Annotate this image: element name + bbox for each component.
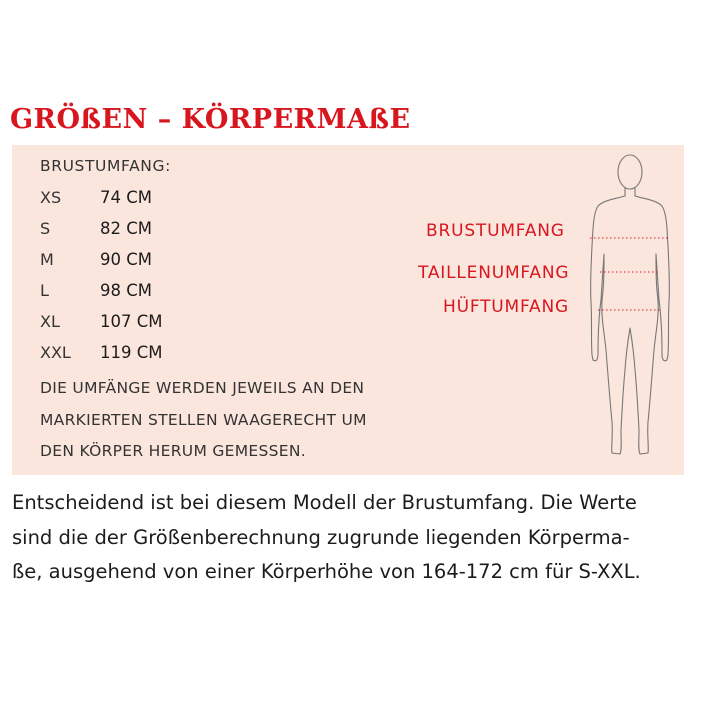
description-line: Entscheidend ist bei diesem Modell der Brustumfang. Die Werte [12,491,637,514]
size-row-xs [40,188,240,212]
size-row-s [40,219,240,243]
size-value: 90 CM [100,250,152,269]
size-label: L [40,281,49,300]
size-label: S [40,219,51,238]
size-value: 119 CM [100,343,163,362]
body-silhouette-figure [582,150,678,460]
size-label: XL [40,312,60,331]
description-text [12,486,702,590]
description-line: ße, ausgehend von einer Körperhöhe von 164-172 cm für S-XXL. [12,560,641,583]
size-value: 98 CM [100,281,152,300]
note-line: DEN KÖRPER HERUM GEMESSEN. [40,442,307,460]
page-title: GRÖßEN – KÖRPERMAßE [10,104,411,135]
figure-head [618,155,642,189]
waist-label: TAILLENUMFANG [418,263,570,283]
size-row-xxl [40,343,240,367]
size-table-heading: BRUSTUMFANG: [40,157,171,175]
size-label: XXL [40,343,71,362]
note-line: MARKIERTEN STELLEN WAAGERECHT UM [40,410,367,429]
note-line: DIE UMFÄNGE WERDEN JEWEILS AN DEN [40,379,365,397]
figure-body-outline [591,196,670,454]
hip-label: HÜFTUMFANG [443,297,569,317]
size-row-xl [40,312,240,336]
size-label: M [40,250,54,269]
size-row-l [40,281,240,305]
description-line: sind die der Größenberechnung zugrunde liegenden Körperma- [12,525,630,549]
size-value: 107 CM [100,312,163,331]
measurement-note [40,373,400,468]
size-label: XS [40,188,62,207]
size-value: 74 CM [100,188,152,207]
size-value: 82 CM [100,219,152,238]
size-row-m [40,250,240,274]
chest-label: BRUSTUMFANG [426,221,565,241]
